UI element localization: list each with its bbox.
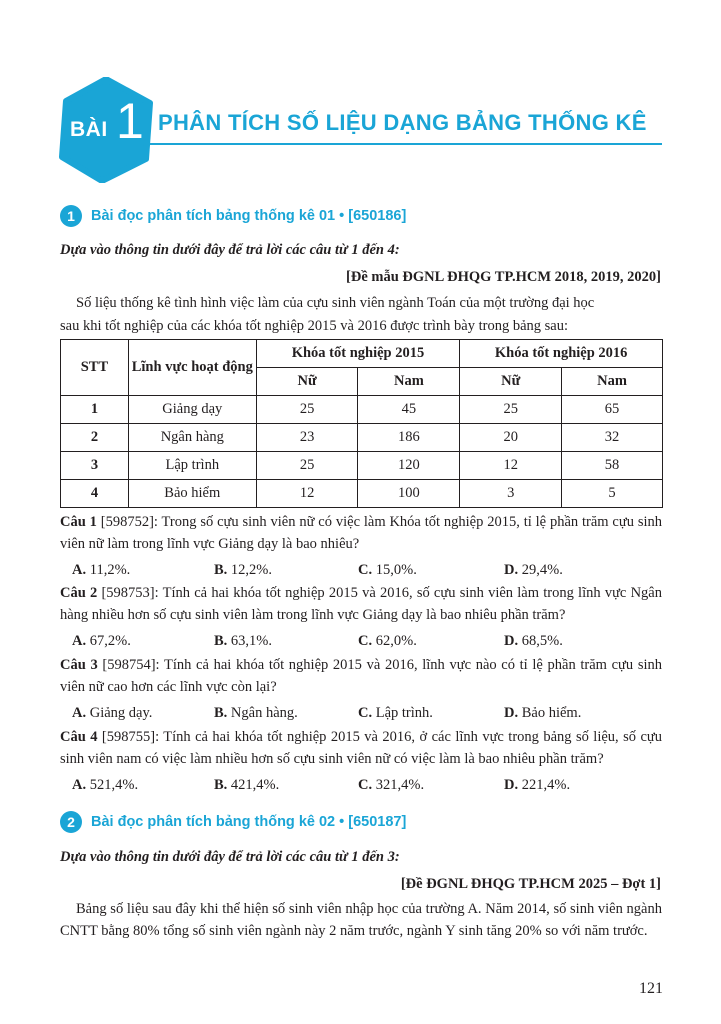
table-cell-stt: 2 (61, 424, 129, 452)
table-cell-value: 32 (562, 424, 663, 452)
table-cell-stt: 4 (61, 480, 129, 508)
section-1-heading (60, 204, 406, 228)
question-text: [598752]: Trong số cựu sinh viên nữ có việc làm Khóa tốt nghiệp 2015, tỉ lệ phần trăm cựu sinh viên nữ làm trong lĩnh vực Giảng dạy là bao nhiêu? (60, 514, 662, 552)
table-cell-value: 45 (358, 396, 460, 424)
lesson-badge-word: BÀI (70, 118, 108, 141)
section-2-source: [Đề ĐGNL ĐHQG TP.HCM 2025 – Đợt 1] (400, 876, 661, 892)
question-4-options (72, 777, 632, 797)
option-c[interactable]: C. Lập trình. (358, 705, 433, 721)
question-label: Câu 1 (60, 514, 97, 530)
option-a[interactable]: A. 11,2%. (72, 562, 131, 578)
table-header-field: Lĩnh vực hoạt động (128, 340, 256, 396)
section-1-paragraph-line-2: sau khi tốt nghiệp của các khóa tốt nghiệp 2015 và 2016 được trình bày trong bảng sau: (60, 318, 569, 334)
table-header-2015: Khóa tốt nghiệp 2015 (256, 340, 460, 368)
lesson-title: PHÂN TÍCH SỐ LIỆU DẠNG BẢNG THỐNG KÊ (158, 110, 647, 135)
table-cell-value: 12 (256, 480, 358, 508)
table-subheader-female-2015: Nữ (256, 368, 358, 396)
table-header-stt: STT (61, 340, 129, 396)
question-3-options (72, 705, 632, 725)
section-2-heading (60, 810, 406, 834)
table-subheader-female-2016: Nữ (460, 368, 562, 396)
option-d[interactable]: D. 29,4%. (504, 562, 563, 578)
table-cell-value: 25 (256, 396, 358, 424)
table-cell-field: Bảo hiểm (128, 480, 256, 508)
question-4 (60, 726, 662, 770)
table-cell-value: 5 (562, 480, 663, 508)
question-1-options (72, 562, 632, 582)
section-1-title: Bài đọc phân tích bảng thống kê 01 • [650186] (91, 208, 407, 224)
option-d[interactable]: D. 68,5%. (504, 633, 563, 649)
table-cell-value: 20 (460, 424, 562, 452)
section-2-title: Bài đọc phân tích bảng thống kê 02 • [650187] (91, 814, 407, 830)
question-text: [598755]: Tính cả hai khóa tốt nghiệp 2015 và 2016, ở các lĩnh vực trong bảng số liệu, số cựu sinh viên nam có việc làm nhiều hơn số cựu sinh viên nữ có việc làm là bao nhiêu phần trăm? (60, 729, 662, 767)
table-cell-field: Lập trình (128, 452, 256, 480)
table-subheader-male-2016: Nam (562, 368, 663, 396)
table-cell-value: 100 (358, 480, 460, 508)
header-divider (150, 143, 662, 145)
table-row (61, 452, 663, 480)
table-cell-field: Giảng dạy (128, 396, 256, 424)
table-row (61, 396, 663, 424)
table-cell-value: 25 (256, 452, 358, 480)
table-subheader-male-2015: Nam (358, 368, 460, 396)
question-label: Câu 2 (60, 585, 98, 601)
table-cell-value: 12 (460, 452, 562, 480)
table-cell-stt: 1 (61, 396, 129, 424)
option-b[interactable]: B. 12,2%. (214, 562, 273, 578)
table-cell-value: 186 (358, 424, 460, 452)
section-2-intro: Dựa vào thông tin dưới đây để trả lời các câu từ 1 đến 3: (60, 849, 400, 865)
table-header-2016: Khóa tốt nghiệp 2016 (460, 340, 663, 368)
option-d[interactable]: D. 221,4%. (504, 777, 571, 793)
option-d[interactable]: D. Bảo hiểm. (504, 705, 582, 721)
lesson-badge (66, 93, 148, 156)
employment-statistics-table (60, 339, 663, 508)
table-row (61, 480, 663, 508)
table-cell-value: 120 (358, 452, 460, 480)
question-text: [598754]: Tính cả hai khóa tốt nghiệp 2015 và 2016, lĩnh vực nào có tỉ lệ phần trăm cựu sinh viên nữ cao hơn các lĩnh vực còn lại? (60, 657, 662, 695)
table-cell-value: 65 (562, 396, 663, 424)
table-cell-value: 25 (460, 396, 562, 424)
table-cell-field: Ngân hàng (128, 424, 256, 452)
option-a[interactable]: A. 67,2%. (72, 633, 131, 649)
section-1-number: 1 (60, 205, 82, 227)
table-row (61, 424, 663, 452)
option-a[interactable]: A. Giảng dạy. (72, 705, 153, 721)
question-text: [598753]: Tính cả hai khóa tốt nghiệp 2015 và 2016, số cựu sinh viên làm trong lĩnh vực Ngân hàng nhiều hơn số cựu sinh viên làm trong lĩnh vực Giảng dạy là bao nhiêu phần trăm? (60, 585, 662, 623)
question-2-options (72, 633, 632, 653)
section-1-intro: Dựa vào thông tin dưới đây để trả lời các câu từ 1 đến 4: (60, 242, 400, 258)
section-2-paragraph: Bảng số liệu sau đây khi thể hiện số sinh viên nhập học của trường A. Năm 2014, số sinh viên ngành CNTT bằng 80% tổng số sinh viên ngành này 2 năm trước, ngành Y sinh tăng 20% so với năm trước. (60, 901, 662, 939)
question-2 (60, 582, 662, 626)
question-label: Câu 4 (60, 729, 98, 745)
option-b[interactable]: B. Ngân hàng. (214, 705, 298, 721)
option-c[interactable]: C. 15,0%. (358, 562, 417, 578)
table-cell-value: 23 (256, 424, 358, 452)
option-a[interactable]: A. 521,4%. (72, 777, 139, 793)
section-1-paragraph-line-1: Số liệu thống kê tình hình việc làm của cựu sinh viên ngành Toán của một trường đại học (76, 295, 595, 311)
section-1-source: [Đề mẫu ĐGNL ĐHQG TP.HCM 2018, 2019, 2020] (346, 269, 661, 285)
table-cell-value: 58 (562, 452, 663, 480)
table-cell-value: 3 (460, 480, 562, 508)
table-cell-stt: 3 (61, 452, 129, 480)
page-number: 121 (639, 980, 663, 997)
lesson-header (0, 0, 721, 180)
lesson-badge-number: 1 (116, 93, 144, 149)
question-3 (60, 654, 662, 698)
option-c[interactable]: C. 62,0%. (358, 633, 417, 649)
option-b[interactable]: B. 421,4%. (214, 777, 280, 793)
option-c[interactable]: C. 321,4%. (358, 777, 425, 793)
question-label: Câu 3 (60, 657, 98, 673)
option-b[interactable]: B. 63,1%. (214, 633, 273, 649)
section-2-number: 2 (60, 811, 82, 833)
question-1 (60, 511, 662, 555)
